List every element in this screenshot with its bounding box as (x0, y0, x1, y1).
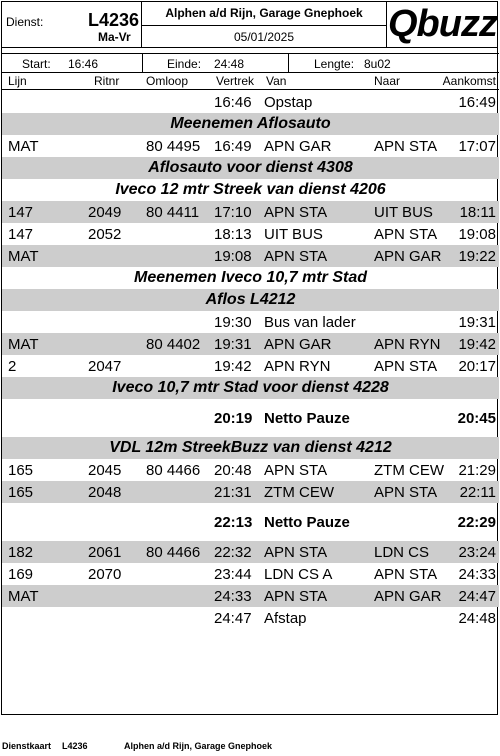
cell-vertrek: 17:10 (214, 204, 252, 221)
cell-naar: UIT BUS (374, 204, 433, 221)
trip-row (2, 459, 499, 481)
cell-aankomst: 19:42 (458, 336, 496, 353)
cell-van: APN STA (264, 544, 328, 561)
section-heading: Meenemen Aflosauto (2, 113, 499, 135)
cell-vertrek: 18:13 (214, 226, 252, 243)
cell-vertrek: 24:33 (214, 588, 252, 605)
trip-row (2, 355, 499, 377)
cell-vertrek: 24:47 (214, 610, 252, 627)
cell-aankomst: 16:49 (458, 94, 496, 111)
cell-lijn: 2 (8, 358, 17, 375)
trip-row (2, 245, 499, 267)
cell-naar: LDN CS (374, 544, 430, 561)
cell-naar: APN GAR (374, 588, 442, 605)
col-naar: Naar (374, 74, 401, 88)
cell-aankomst: 21:29 (458, 462, 496, 479)
cell-van: Netto Pauze (264, 410, 350, 427)
cell-omloop: 80 4411 (146, 204, 200, 221)
col-van: Van (266, 74, 287, 88)
lengte-label: Lengte: (314, 57, 355, 71)
cell-aankomst: 24:47 (458, 588, 496, 605)
einde-label: Einde: (167, 57, 202, 71)
start-time: 16:46 (68, 57, 99, 71)
trip-row (2, 481, 499, 503)
cell-van: APN GAR (264, 336, 332, 353)
cell-lijn: MAT (8, 336, 39, 353)
cell-vertrek: 16:49 (214, 138, 252, 155)
pause-row (2, 407, 499, 429)
section-heading: Aflosauto voor dienst 4308 (2, 157, 499, 179)
col-lijn: Lijn (8, 74, 27, 88)
col-omloop: Omloop (146, 74, 189, 88)
times-bar (2, 53, 499, 73)
cell-van: APN STA (264, 588, 328, 605)
cell-van: LDN CS A (264, 566, 333, 583)
cell-aankomst: 19:31 (458, 314, 496, 331)
cell-van: APN GAR (264, 138, 332, 155)
cell-aankomst: 18:11 (459, 204, 496, 221)
cell-omloop: 80 4466 (146, 462, 201, 479)
trip-row (2, 333, 499, 355)
cell-lijn: MAT (8, 138, 39, 155)
cell-naar: APN STA (374, 226, 438, 243)
cell-omloop: 80 4495 (146, 138, 201, 155)
cell-lijn: 169 (8, 566, 34, 583)
section-heading: Meenemen Iveco 10,7 mtr Stad (134, 269, 367, 286)
date: 05/01/2025 (233, 30, 295, 44)
lengte-value: 8u02 (364, 57, 391, 71)
cell-ritnr: 2052 (88, 226, 122, 243)
service-card (1, 1, 498, 715)
service-days: Ma-Vr (98, 30, 131, 44)
spacer (2, 429, 499, 437)
dienst-number: L4236 (88, 10, 140, 30)
cell-aankomst: 24:33 (458, 566, 496, 583)
section-heading: Iveco 12 mtr Streek van dienst 4206 (115, 181, 386, 198)
cell-vertrek: 23:44 (214, 566, 252, 583)
cell-vertrek: 16:46 (214, 94, 252, 111)
cell-naar: APN STA (374, 358, 438, 375)
cell-van: Opstap (264, 94, 313, 111)
start-label: Start: (22, 57, 51, 71)
cell-van: ZTM CEW (264, 484, 334, 501)
cell-van: APN STA (264, 462, 328, 479)
spacer (2, 503, 499, 511)
cell-ritnr: 2047 (88, 358, 122, 375)
cell-aankomst: 17:07 (458, 138, 496, 155)
cell-naar: APN STA (374, 566, 438, 583)
cell-aankomst: 20:45 (457, 410, 496, 427)
trip-row (2, 541, 499, 563)
cell-van: Bus van lader (264, 314, 356, 331)
cell-vertrek: 19:08 (214, 248, 252, 265)
einde-time: 24:48 (214, 57, 245, 71)
trip-row (2, 91, 499, 113)
cell-ritnr: 2048 (88, 484, 122, 501)
col-vertrek: Vertrek (216, 74, 255, 88)
cell-aankomst: 22:29 (457, 514, 496, 531)
cell-van: UIT BUS (264, 226, 323, 243)
col-ritnr: Ritnr (94, 74, 120, 88)
cell-vertrek: 22:32 (214, 544, 252, 561)
trip-row (2, 201, 499, 223)
cell-lijn: MAT (8, 588, 39, 605)
cell-vertrek: 20:48 (214, 462, 252, 479)
cell-van: APN RYN (264, 358, 331, 375)
cell-lijn: MAT (8, 248, 39, 265)
column-headers (2, 73, 499, 90)
cell-van: APN STA (264, 248, 328, 265)
section-heading: Iveco 10,7 mtr Stad voor dienst 4228 (2, 377, 499, 399)
cell-vertrek: 20:19 (214, 410, 253, 427)
card-header (2, 2, 497, 57)
cell-naar: APN STA (374, 138, 438, 155)
location: Alphen a/d Rijn, Garage Gnephoek (142, 2, 386, 26)
cell-aankomst: 19:08 (458, 226, 496, 243)
cell-aankomst: 22:11 (459, 484, 496, 501)
cell-lijn: 165 (8, 462, 34, 479)
cell-vertrek: 22:13 (214, 514, 253, 531)
cell-aankomst: 23:24 (458, 544, 496, 561)
footer-label: Dienstkaart (2, 741, 52, 751)
cell-van: APN STA (264, 204, 328, 221)
cell-vertrek: 21:31 (214, 484, 252, 501)
cell-aankomst: 19:22 (458, 248, 496, 265)
cell-ritnr: 2049 (88, 204, 122, 221)
cell-vertrek: 19:42 (214, 358, 252, 375)
schedule-rows (2, 91, 499, 629)
cell-naar: APN RYN (374, 336, 441, 353)
section-heading: Aflos L4212 (2, 289, 499, 311)
location-date-box (142, 2, 386, 48)
cell-naar: APN STA (374, 484, 438, 501)
trip-row (2, 585, 499, 607)
trip-row (2, 135, 499, 157)
dienst-box (2, 2, 142, 48)
cell-lijn: 147 (8, 226, 34, 243)
pause-row (2, 511, 499, 533)
cell-vertrek: 19:31 (214, 336, 252, 353)
cell-lijn: 182 (8, 544, 34, 561)
cell-naar: ZTM CEW (374, 462, 444, 479)
trip-row (2, 223, 499, 245)
cell-naar: APN GAR (374, 248, 442, 265)
cell-omloop: 80 4466 (146, 544, 201, 561)
cell-vertrek: 19:30 (214, 314, 252, 331)
cell-ritnr: 2061 (88, 544, 122, 561)
qbuzz-logo: Qbuzz (386, 2, 498, 48)
spacer (2, 399, 499, 407)
dienst-label: Dienst: (6, 15, 44, 29)
cell-ritnr: 2070 (88, 566, 122, 583)
cell-aankomst: 24:48 (458, 610, 496, 627)
cell-aankomst: 20:17 (458, 358, 496, 375)
footer-location: Alphen a/d Rijn, Garage Gnephoek (124, 741, 273, 751)
trip-row (2, 563, 499, 585)
trip-row (2, 607, 499, 629)
cell-lijn: 165 (8, 484, 34, 501)
section-heading: VDL 12m StreekBuzz van dienst 4212 (2, 437, 499, 459)
cell-ritnr: 2045 (88, 462, 122, 479)
footer-dienst: L4236 (62, 741, 88, 751)
cell-lijn: 147 (8, 204, 34, 221)
col-aankomst: Aankomst (442, 74, 496, 88)
trip-row (2, 311, 499, 333)
cell-van: Afstap (264, 610, 307, 627)
cell-van: Netto Pauze (264, 514, 350, 531)
cell-omloop: 80 4402 (146, 336, 201, 353)
spacer (2, 533, 499, 541)
